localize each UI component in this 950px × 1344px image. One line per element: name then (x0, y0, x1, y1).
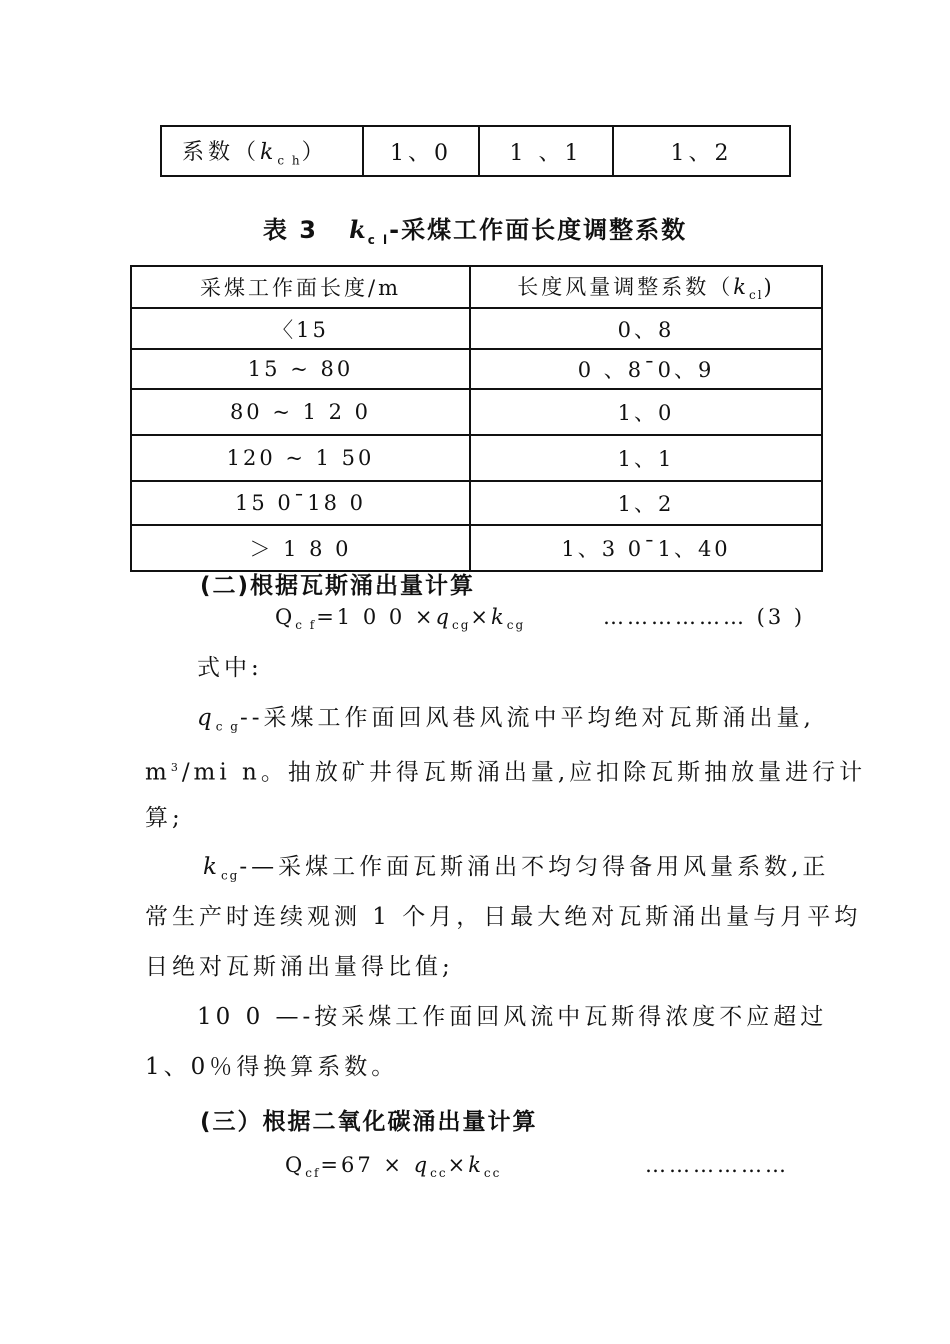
table-row (131, 389, 822, 435)
coef-cell: 1、1 (470, 435, 822, 481)
definition-100-cont: 1、0％得换算系数。 (145, 1054, 399, 1080)
length-cell: 15 ~ 80 (131, 349, 470, 389)
table-title: 表 3 $k_{c l}-$采煤工作面长度调整系数 (262, 215, 688, 247)
formula-co2: $Q_{cf}=67 \times q_{cc}\times k_{cc}$ (285, 1153, 502, 1181)
coefficient-label: 系数$(k_{c h})$ (161, 126, 363, 176)
length-adjustment-table (130, 265, 823, 572)
length-cell: 〈15 (131, 308, 470, 349)
definition-kcg-end: 日绝对瓦斯涌出量得比值; (145, 954, 454, 980)
coef-cell: 1、0 (470, 389, 822, 435)
table-row (131, 349, 822, 389)
section-heading-co2: (三）根据二氧化碳涌出量计算 (200, 1109, 538, 1135)
definition-100: 10 0 —-按采煤工作面回风流中瓦斯得浓度不应超过 (197, 1004, 828, 1030)
table-row (131, 308, 822, 349)
definition-qcg-end: 算; (145, 805, 184, 831)
table-header-row (131, 266, 822, 308)
coefficient-value: 1、2 (613, 126, 790, 176)
coefficient-value: 1、0 (363, 126, 479, 176)
coefficient-row (161, 126, 790, 176)
length-cell: 80 ~ 1 2 0 (131, 389, 470, 435)
coef-cell: 1、2 (470, 481, 822, 525)
table-row (131, 525, 822, 571)
coef-cell: 1、3 0¯1、40 (470, 525, 822, 571)
length-cell: 15 0¯18 0 (131, 481, 470, 525)
header-coefficient: 长度风量调整系数$(k_{cl})$ (470, 266, 822, 308)
where-label: 式中: (197, 655, 263, 681)
header-length: 采煤工作面长度/m (131, 266, 470, 308)
coef-cell: 0 、8¯0、9 (470, 349, 822, 389)
definition-kcg: $k_{cg}-—$采煤工作面瓦斯涌出不均匀得备用风量系数,正 (203, 854, 830, 883)
definition-kcg-cont: 常生产时连续观测 1 个月，日最大绝对瓦斯涌出量与月平均 (145, 904, 862, 930)
formula-reference: ……………… (3 ) (603, 605, 806, 629)
length-cell: 120 ~ 1 50 (131, 435, 470, 481)
coef-cell: 0、8 (470, 308, 822, 349)
coefficient-value: 1 、1 (479, 126, 613, 176)
length-cell: ＞ 1 8 0 (131, 525, 470, 571)
formula-co2-reference: ……………… (645, 1153, 789, 1177)
section-heading-gas: (二)根据瓦斯涌出量计算 (200, 573, 476, 599)
formula-gas: $Q_{c f}=1$ 0 $0 \times q_{cg}\times k_{cg}$ (275, 605, 526, 633)
definition-qcg-cont: $m^3/mi$ n。抽放矿井得瓦斯涌出量,应扣除瓦斯抽放量进行计 (145, 759, 867, 786)
definition-qcg: $q_{c g}--$采煤工作面回风巷风流中平均绝对瓦斯涌出量, (197, 705, 815, 734)
coefficient-table (160, 125, 791, 177)
table-row (131, 481, 822, 525)
table-row (131, 435, 822, 481)
